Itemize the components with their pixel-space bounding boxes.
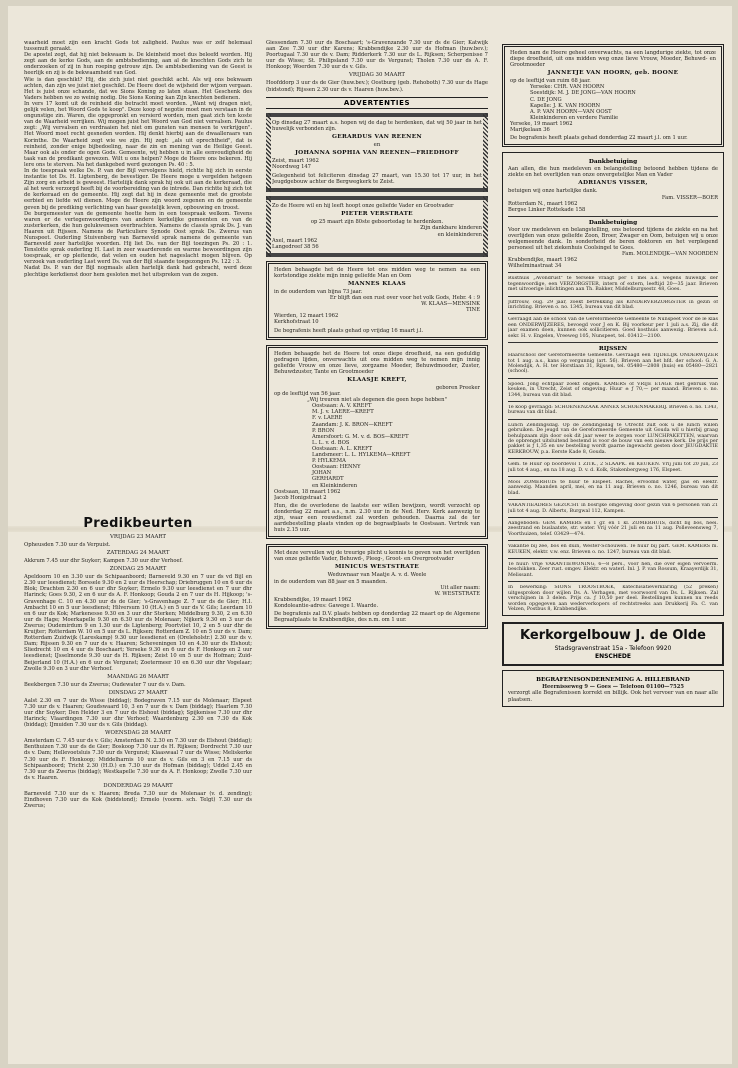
ad-signature: Zijn dankbare kinderen en kleinkinderen	[420, 225, 482, 238]
classified-ad: In bewerking: SIONS TROOSTBOEK, katechisatieverklaring (52 preken) uitgesproken door wijlen Ds. A. Verhagen, met voorwoord van Ds. L. Rijksen. Zal verschijnen in 3 delen. Prijs ca. ƒ 10,50 per deel. Bestellingen kunnen nu reeds worden opgegeven aan wederverkopers of rechtstreeks aan Drukkerij Fa. C. van Velzen, Postbus 8, Krabbendijke.	[508, 585, 718, 612]
ad-text: Met deze vervullen wij de treurige plicht u kennis te geven van het overlijden van onze geliefde Vader, Behuwd-, Pleeg-, Groot- en Overgrootvader	[274, 550, 480, 563]
ad-address: Wierden, 12 maart 1962 Kerkhofstraat 10	[274, 313, 339, 326]
obituary-klaas	[266, 261, 488, 340]
ad-text: Voor uw medeleven en belangstelling, ons betoond tijdens de ziekte en na het overlijden van onze geliefde Zoon, Broer, Zwager en Oom, betuigen wij u onze welgemeende dank. In sonderheid de beren doktoren en het verplegend personeel uit het ziekenhuis Coolsingel te Goes.	[508, 226, 718, 252]
ad-name: JANNETJE VAN HOORN, geb. BOONE	[547, 70, 679, 77]
thanks-visser	[502, 152, 724, 616]
ad-text: op de leeftijd van ruim 68 jaar.	[510, 78, 591, 85]
day-schedule: Apeldoorn 10 en 3.30 uur ds Schipaanboord; Barneveld 9.30 en 7 uur ds vd Bijl en 2.30 uur leesdienst; Borssele 9.30 en 2 uur ds Heerschap; Driebruggen 10 en 6 uur ds Blok; Drachten 2.30 en 6 uur dhr Suyker; Ermelo 9.30 uur leesdienst en 7 uur dhr Harinck; Goes 9.30, 2 en 6 uur ds A. F. Honkoop; Gouda 2 en 7 uur ds H. Hijkoop; 's-Gravenhage C. 10 en 4.30 uur ds de Gier; 's-Gravenhage Z. 7 uur ds de Gier; H.I. Ambacht 10 en 5 uur leesdienst; Hilversum 10 (H.A.) en 5 uur ds V. Gils; Leerdam 10 en 6 uur ds Kok; Markenesse 9.30 en 3 uur dhr Sterken; Middelburg 9.30, 2 en 6.30 uur ds Hage; Moerkapelle 9.30 en 6.30 uur ds Molenaar; Nijkerk 9.30 en 3 uur ds Zwerus; Oudemirdum 9 en 1.30 uur ds Ligtenberg; Poortvliet 10, 2 en 5 uur dhr de Kruijter; Rotterdam W. 10 en 5 uur ds L. Rijksen; Rotterdam Z. 10 en 5 uur ds v. Dam; Rotterdam Zuidwijk (Lareskamp) 9.30 uur leesdienst en (Oreleholstr.) 2.30 uur ds v. Dam; Rijssen 9.30 en 7 uur ds v. Haaren; Scheveningen 10 en 4.30 uur ds Elshout; Sliedrecht 10 en 4 uur ds Boschaart; Yerseke 9.30 en 6 uur ds F. Honkoop en 2 uur leesdienst; IJsselmonde 9.30 uur ds H. Rijksen; Zeist 10 en 5 uur ds Hofman; Zuid-Beijerland 10 (H.A.) en 6 uur ds Vergunst; Zoetermeer 10 en 6.30 uur dhr Vogelaar; Zwolle 9.30 en 3 uur dhr Verhoef.	[24, 574, 252, 672]
ad-address: Zeist, maart 1962 Noordweg 147	[272, 157, 319, 170]
day-heading: WOENSDAG 28 MAART	[105, 730, 171, 737]
column-left	[24, 40, 252, 809]
classified-ad: Gem. te Huur op boordevol 1 ZITK., 2 SLAAPK. en KEUKEN. Vrij juni tot 20 juli, 23 juli tot 4 aug., en na 18 aug. D. v. d. Kolk, Stakenbergweg 176, Elspeet.	[508, 462, 718, 473]
obituary-weststrate	[266, 544, 488, 629]
funeral-company-ad	[502, 670, 724, 706]
ad-text: in de ouderdom van 88 jaar en 5 maanden.	[274, 578, 388, 585]
classified-ad: Te huur: vrije VAKANTIEWONING, 6—8 pers., voor hen, die over eigen vervoerm. beschikken. Zeer rust. omgev. Elektr. en waterl. Inl. J. P. van Rossum, Kraayerdijk 31, Melissant.	[508, 562, 718, 578]
ad-signature: W. KLAAS—MENSINK TINE	[421, 301, 480, 314]
day-heading: DONDERDAG 29 MAART	[103, 782, 173, 789]
sermon-article: waarheid moet zijn een kracht Gods tot zaligheid. Paulus was er zelf helemaal tussenuit geraakt. De apostel zegt, dat hij niet bekwaam is. De kleinheid moet dus beleefd worden. Hij zegt aan de kerke Gods, aan de ambtsbediening, aan al de knechten Gods zich te onderzoeken of zij in hun roeping getrouw zijn. De ambtsbediening van de Geest is heerlijk en zij is de bekwaamheid van God. Wie is dan geschikt? Hij, die zich juist niet geschikt acht. Als wij ons bekwaam achten, dan zijn we juist niet geschikt. De Heere doet de wijsheid der wijzen vergaan. Het is juist onze schande, dat we Sions Koning zo laten staan. Het Geschenk des Vaders hebben we zo weinig nodig. Die Sions Koning kan Zijn knechten bedienen. In vers 17 komt uit de reinheid die betracht moet worden. „Want wij dragen niet, gelijk velen, het Woord Gods te koop". Deze koop of negotie moet men verstaan in de ongunstige zin. Waren, die opgepronkt en versierd worden, men gaat zich ten koste van de Waarheid verrijken. Wij mogen juist het Woord van God niet vervalsen. Paulus zegt: „Wij vervalsen en verdraaien het niet om gunsten van mensen te verkrijgen". Het Woord moet recht gesneden worden. Hij denkt hierbij aan de dwaalleraars van Korinthe. De Waarheid zegt wie we zijn. Hij zegt: „als uit oprechtheid", dat is reinheid, zonder enige bijbedoeling, naar de zin en mening van de Heilige Geest. Maar ook als onder de ogen Gods. Gemeente, wij hebben u in alle eenvoudigheid de taak van de predikant gewezen. Wilt u ons helpen? Moge de Heere ons bekeren. Hij lere ons te sterven. Na het dankgebed werd gezongen Ps. 40 : 5. In de toespraak welke Ds. P. van der Bijl vervolgens hield, richtte hij zich in eerste instantie tot Ds. H. Ligtenberg, de bevestiger. De Heere moge u vergelden hetgeen Zijn zorg en arbeid is geweest. Harteliijk dank sprak hij ook uit aan de kerkeraad, die al het werk verzorgd heeft bij de voorbereiding van de intrede. Dan richtte hij zich tot de kerkeraad en de gemeente. Hij zegt dat hij in deze gemeente met de grootste eerbied en liefde wil dienen. Moge de Heere zijn woord zegenen en de gemeente geven bij de prediking verlichting van haar geestelijk leven, opbouwing en troost. De burgemeester van de gemeente heette hem in een toespraak welkom. Tevens waren er de vertegenwoordigers van andere kerkelijke gemeenten en van de zusterkerken, die hun gelukwensen overbrachten. Namens de classis sprak Ds. J. van Haaren uit Rijssen. Namens de Particuliere Synode Oost sprak Ds. Zwerus van Nunspeet. Ouderling Stuivenberg van Barneveld sprak namens de gemeente van Barneveld zeer hartelijke woorden. Hij liet Ds. van der Bijl toezingen Ps. 20 : 1. Tenslotte sprak ouderling H. Last in zeer waarderende en warme bewoordingen zijn toespraak, er op pleitende, dat velen en ouden het nageslacht mogen blijven. Op verzoek van ouderling Last werd Ds. van der Bijl staande toegezongen Ps. 122 : 3. Nadat Ds. P. van der Bijl nogmaals allen hartelijk dank had gebracht, werd deze plechtige kerkdienst door hem gesloten met het uitspreken van de zegen.	[24, 40, 252, 278]
classified-ad: Rusthuis „Avondrust" te Yerseke vraagt per 1 mei a.s. wegens huwelijk der tegenwoordige, een VERZORGSTER, intern of extern, leeftijd 20—35 jaar. Brieven met uitvoerige inlichtingen aan Th. Bakker, Middelburgsestr. 48, Goes.	[508, 276, 718, 293]
ad-text: Weduwnaar van Maatje A. v. d. Weele	[327, 572, 427, 579]
ad-en: en	[373, 141, 381, 148]
ad-name: MANNES KLAAS	[347, 280, 407, 287]
ad-family-list: Oostsaan: A. V. KREFT M. J. v. LAERE—KREFT F. v. LAERE Zaandam: J. K. BRON—KREFT P. BRON Amersfoort: G. M. v. d. BOS—KREFT L. L. v. d. BOS Oostsaan: A. L. KREFT Landsmeer: L. L. HYLKEMA—KREFT P. HYLKEMA Oostsaan: HENNY JOHAN GERHARDT en Kleinkinderen	[312, 403, 411, 489]
day-heading: DINSDAG 27 MAART	[108, 689, 168, 696]
classified-ad: Lunch Zendingsdag. Op de Zendingsdag te Utrecht zult ook u de lunch willen gebruiken. De jeugd van de Gereformeerde Gemeente uit Gouda wil u hierbij graag behulpzaam zijn door ook dit jaar weer te zorgen voor LUNCHPAKETTEN, waarvan de opbrengst uitsluitend bestemd is voor de bouw van een nieuwe kerk. De prijs per pakket is ƒ 1,35 en uw bestelling wordt gaarne ingewacht gesten door JEUGDAKTIE KERKBOUW, p.a. Eerste Kade 8, Gouda.	[508, 422, 718, 455]
ad-name: ADRIANUS VISSER,	[578, 180, 648, 187]
ad-signature: Fam. VISSER—BOER	[661, 194, 718, 201]
ad-text: in de ouderdom van bijna 73 jaar.	[274, 288, 363, 295]
birthday-ad	[266, 196, 488, 257]
classified-ad: VAKANTIEADRES GEZOCHT in bosrijke omgeving door gezin van 6 personen van 21 juli tot 4 aug. D. Alberts, Burgwal 112, Kampen.	[508, 503, 718, 514]
ad-text: Aan allen, die hun medeleven en belangstelling betoond hebben tijdens de ziekte en het overlijden van onze onvergetelijke Man en Vader	[508, 166, 718, 179]
ad-text: Heden behaagde het de Heere tot ons midden weg te nemen na een kortstondige ziekte mijn innig geliefde Man en Oom	[274, 266, 480, 279]
ad-text: geboren Preeker	[435, 385, 480, 391]
ad-verse: „Wij treuren niet als degenen die geen hope hebben"	[307, 397, 447, 404]
ad-footer: De begrafenis heeft plaats gehad op vrijdag 16 maart j.l.	[274, 327, 424, 334]
ad-text: Op dinsdag 27 maart a.s. hopen wij de dag te herdenken, dat wij 50 jaar in het huwelijk verbonden zijn.	[272, 119, 482, 132]
ad-address: Krabbendijke, maart 1962 Wilhelminastraat 34	[508, 257, 578, 270]
classified-ad: Haarschool der Gereformeerde Gemeente. Gevraagd een TIJDELIJK ONDERWIJZER tot 1 aug. a.s., kans op vergunnig (art. 56). Brieven aan het hfd. der school: G. A. Molendijk, A. H. ter Horstlaan 31, Rijssen, tel. 05480—2808 (huis) en 05480—2821 (school).	[508, 353, 718, 375]
classified-ad: Gevraagd aan de school van de Gereformeerde Gemeente te Nunspeet voor de le klas een ONDERWIJZERES, bevoegd voor J en K. Bij voorkeur per 1 juli a.s. Zij, die dit jaar examen doen, kunnen ook sollicitieren. Goed kosthuis aanwezig. Brieven a.d. sekr. H. v. Engelen, Vreeweg 105, Nunspeet, tel. 03412—2100.	[508, 317, 718, 339]
ad-address: Oostsaan, 18 maart 1962 Jacob Honigstraat 2	[274, 488, 341, 501]
ad-title: BEGRAFENISONDERNEMING A. HILLEBRAND	[536, 677, 690, 684]
classified-ad: Mooi ZOMERHUIS te huur te Elspeet. Rachel, ervoomd water, gas en elektr. aanwezig. Maanden april, mei, en na 11 aug. Brieven o. no. 1246, bureau van dit blad.	[508, 480, 718, 496]
organ-builder-ad	[502, 622, 724, 666]
day-heading: ZONDAG 25 MAART	[109, 566, 167, 573]
ad-footer: Gelegenheid tot feliciteren dinsdag 27 maart, van 15.30 tot 17 uur, in het Jeugdgebouw achter de Bergwegkerk te Zeist.	[272, 173, 482, 186]
ad-text: Heden nam de Heere geheel onverwachts, na een langdurige ziekte, tot onze diepe droefheid, uit ons midden weg onze lieve Vrouw, Moeder, Behuwd- en Grootmoeder	[510, 50, 716, 69]
ad-address: Heernisseweg 9 — Goes — Telefoon 01100—7525	[542, 684, 684, 691]
day-schedule: Akkrum 7.45 uur dhr Suyker; Kampen 7.30 uur dhr Verhoef.	[24, 558, 183, 565]
ad-text: betuigen wij onze hartelijke dank.	[508, 188, 598, 195]
predikbeurten-title: Predikbeurten	[83, 516, 193, 531]
day-heading: VRIJDAG 30 MAART	[349, 72, 405, 79]
classified-ad: Juffrouw, oug. 29 jaar, zoekt betrekking als KINDERVERZORGSTER in gezin of inrichting. Brieven o. no. 1345, bureau van dit blad.	[508, 299, 718, 311]
day-heading: MAANDAG 26 MAART	[107, 673, 169, 680]
ad-name: PIETER VERSTRATE	[341, 211, 413, 218]
column-right	[502, 40, 724, 712]
ad-text: op 25 maart zijn 80ste geboortedag te herdenken.	[310, 219, 444, 226]
ad-name: GERARDUS VAN REENEN	[331, 133, 423, 140]
ad-heading: RIJSSEN	[598, 346, 628, 353]
day-heading: VRIJDAG 23 MAART	[110, 534, 166, 540]
ad-footer: De begrafenis heeft plaats gehad donderdag 22 maart j.l. om 1 uur.	[510, 135, 688, 142]
ad-address: Krabbendijke, 19 maart 1962 Kondoleantie-adres: Gawege I. Waarde.	[274, 596, 379, 609]
day-schedule: Aalst 2.30 en 7 uur ds Wisse (biddag); Bodegraven 7.15 uur ds Molenaar; Elspeet 7.30 uur ds v. Haaren; Goudswaard 10, 3 en 7 uur ds v. Dam (biddag); Haarlem 7.30 uur dhr Suyker; Den Helder 3 en 7 uur ds Elshout (biddag); Spijkenisse 7.30 uur dhr Harinck; Vlaardingen 7.30 uur dhr Verhoef; Waardenburg 2.30 en 7.30 ds Kok (biddag); IJmuiden 7.30 uur ds v. Gils (biddag).	[24, 697, 252, 729]
newspaper-page	[8, 6, 732, 1064]
obituary-van-hoorn	[502, 44, 724, 147]
ad-address: Rotterdam N., maart 1962 Bergse Linker Rottekade 158	[508, 200, 586, 213]
ad-title: Kerkorgelbouw J. de Olde	[520, 628, 706, 644]
ad-heading: Dankbetuiging	[588, 159, 638, 166]
predik-continued: Giessendam 7.30 uur ds Boschaart; 's-Gravenzande 7.30 uur ds de Gier; Katwijk aan Zee 7.30 uur dhr Karens; Krabbendijke 2.30 uur ds Hofman (huw.bev.); Poortugaal 7.30 uur ds v. Dam; Ridderkerk 7.30 uur ds L. Rijksen; Scherpenisse 7 uur ds Wisse; St. Philipsland 7.30 uur ds Vergunst; Tholen 7.30 uur ds A. F. Honkoop; Woerden 7.30 uur ds v. Gils.	[266, 40, 488, 71]
day-schedule: Opheusden 7.30 uur ds Verpuist.	[24, 542, 111, 548]
ad-heading: Dankbetuiging	[588, 219, 638, 226]
ad-address: Yerseke, 19 maart 1962 Marijkelaan 36	[510, 120, 573, 134]
day-schedule: Amsterdam C. 7.45 uur ds v. Gils; Amsterdam N. 2.30 en 7.30 uur ds Elshout (biddag); Benthuizen 7.30 uur ds de Gier; Boskoop 7.30 uur ds H. Rijksen; Dordrecht 7.30 uur ds v. Dam; Hellevoetsluis 7.30 uur ds Vergunst; Klaaswaal 7 uur ds Wisse; Meliskerke 7.30 uur ds F. Honkoop; Middelharnis 10 uur ds v. Gils en 3 en 7.15 uur ds Schipaanboord; Tricht 2.30 (H.D.) en 7.30 uur ds Hofman (biddag); Uddel 2.45 en 7.30 uur ds Zwerus (biddag); Westkapelle 7.30 uur ds A. F. Honkoop; Zwolle 7.30 uur ds v. Haaren.	[24, 738, 252, 781]
ad-signature: Fam. MOLENDIJK—VAN NOORDEN	[621, 251, 718, 258]
ad-name: KLAASJE KREFT,	[347, 377, 407, 383]
day-heading: ZATERDAG 24 MAART	[106, 550, 170, 557]
ad-name: JOHANNA SOPHIA VAN REENEN—FRIEDHOFF	[295, 149, 459, 156]
classified-ad: Te koop gevraagd: SCHOENENZAAK ANNEX SCHOENMAKERIJ. Brieven o. no. 1343, bureau van dit blad.	[508, 404, 718, 416]
classified-ad: Aangeboden: GEM. KAMERS en 1 gr. en 1 kl. ZOMERHUIS, dicht bij bos, heei. zeestrand en buslaatste, str. water. Vrij vóór 21 juli en na 11 aug. Polleveensweg 7, Voorthuizen, telef. 03429—474.	[508, 521, 718, 537]
day-schedule: Beekbergen 7.30 uur ds Zwerus; Oudewater 7 uur ds v. Dam.	[24, 681, 186, 688]
ad-text: op de leeftijd van 56 jaar.	[274, 391, 341, 398]
ad-signature: Uit aller naam: W. WESTSTRATE	[434, 584, 480, 597]
ad-verse: Er blijft dan een rust over voor het volk Gods, Hebr. 4 : 9	[329, 295, 480, 302]
ad-footer: De begrafenis zal D.V. plaats hebben op donderdag 22 maart op de Algemene Begraafplaats te Krabbendijke, des n.m. om 1 uur.	[274, 611, 480, 624]
ad-city: ENSCHEDE	[594, 653, 632, 661]
day-schedule: Barneveld 7.30 uur ds v. Haaren; Breda 7.30 uur ds Molenaar (v. d. zending); Eindhoven 7.30 uur ds Kok (biddstond); Ermelo (voorm. sch. Telgt) 7.30 uur ds Zwerus;	[24, 790, 252, 810]
ad-footer: Hun, die de overledene de laatste eer willen bewijzen, wordt verzocht op donderdag 22 maart a.s., n.m. 2.30 uur in de Ned. Herv. Kerk aanwezig te zijn, waar een rouwdienst zal worden gehouden. Daarna zal de ter aardebestelling plaats vinden op de begraafplaats te Oostsaan. Vertrek van huis 2.15 uur.	[274, 502, 480, 534]
ad-family-list: Yerseke: CHR. VAN HOORN Soestdijk: M. J. DE JONG—VAN HOORN C. DE JONG Kapelle: J. K. VAN HOORN A. P. VAN HOORN—VAN OOST Kleinkinderen en verdere Familie	[530, 84, 636, 121]
ad-name: MINICUS WESTSTRATE	[334, 564, 420, 571]
ad-address: Stadsgravenstraat 15a - Telefoon 9920	[554, 645, 672, 653]
ad-address: Axel, maart 1962 Langedreef 38 56	[272, 237, 319, 250]
ad-text: Zo de Heere wil en hij leeft hoopt onze geliefde Vader en Grootvader	[272, 203, 454, 210]
day-schedule: Hoofddorp 3 uur ds de Gier (huw.bev.); Oostburg (geb. Rehoboth) 7.30 uur ds Hage (bidstond); Rijssen 2.30 uur ds v. Haaren (huw.bev.).	[266, 80, 488, 93]
classified-ad: Spoed. Jong echtpaar zoekt ongem. KAMERS of VRIJE ETAGE met gebruik van keuken, in Utrecht, Zeist of omgeving. Huur ± ƒ 70,— per maand. Brieven o. no. 1344, bureau van dit blad.	[508, 381, 718, 398]
ad-text: verzorgt alle Begrafenissen korrekt en billijk. Ook het vervoer van en naar alle plaatsen.	[508, 690, 718, 703]
obituary-kreft	[266, 345, 488, 540]
advertenties-header: ADVERTENTIES	[266, 97, 488, 109]
ad-text: Heden behaagde het de Heere tot onze diepe droefheid, na een geduldig gedragen lijden, onverwachts uit ons midden weg te nemen mijn innig geliefde Vrouw en onze lieve, zorgzame Moeder, Behuwdmoeder, Zuster, Behuwdzuster, Tante en Grootmoeder	[274, 350, 480, 375]
classified-ad: Vakantie bij zee, bos en duin, Wester-Schouwen. Te huur bij part. GEM. KAMERS m. KEUKEN, elektr. v.w. enz. Brieven o. no. 1247, bureau van dit blad.	[508, 544, 718, 555]
column-middle	[266, 40, 488, 634]
anniversary-ad	[266, 113, 488, 193]
